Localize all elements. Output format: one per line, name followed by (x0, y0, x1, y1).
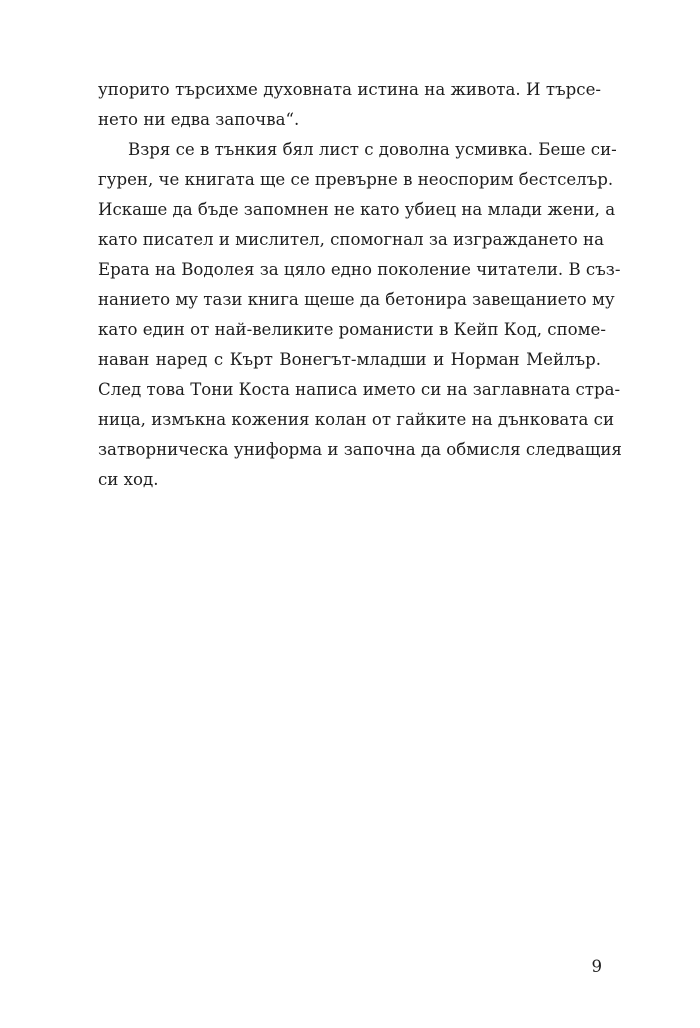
text-line: затворническа униформа и започна да обмисля следващия (98, 440, 622, 459)
body-text (98, 75, 622, 495)
paragraph-1 (98, 75, 601, 135)
text-line: След това Тони Коста написа името си на заглавната стра- (98, 380, 621, 399)
text-line: Взря се в тънкия бял лист с доволна усмивка. Беше си- (128, 140, 617, 159)
text-line: като писател и мислител, спомогнал за изграждането на (98, 230, 605, 249)
text-line: упорито търсихме духовната истина на живота. И търсе- (98, 80, 601, 99)
text-line: гурен, че книгата ще се превърне в неоспорим бестселър. (98, 170, 614, 189)
text-line: си ход. (98, 470, 159, 489)
page-number: 9 (591, 957, 602, 976)
text-line: Ерата на Водолея за цяло едно поколение читатели. В съз- (98, 260, 621, 279)
paragraph-2 (98, 135, 622, 495)
text-line: наван наред с Кърт Вонегът-младши и Норман Мейлър. (98, 350, 601, 369)
text-line: ница, измъкна кожения колан от гайките на дънковата си (98, 410, 615, 429)
text-line: Искаше да бъде запомнен не като убиец на млади жени, а (98, 200, 616, 219)
text-line: нанието му тази книга щеше да бетонира завещанието му (98, 290, 615, 309)
text-line: нето ни едва започва“. (98, 110, 300, 129)
text-line: като един от най-великите романисти в Кейп Код, споме- (98, 320, 606, 339)
